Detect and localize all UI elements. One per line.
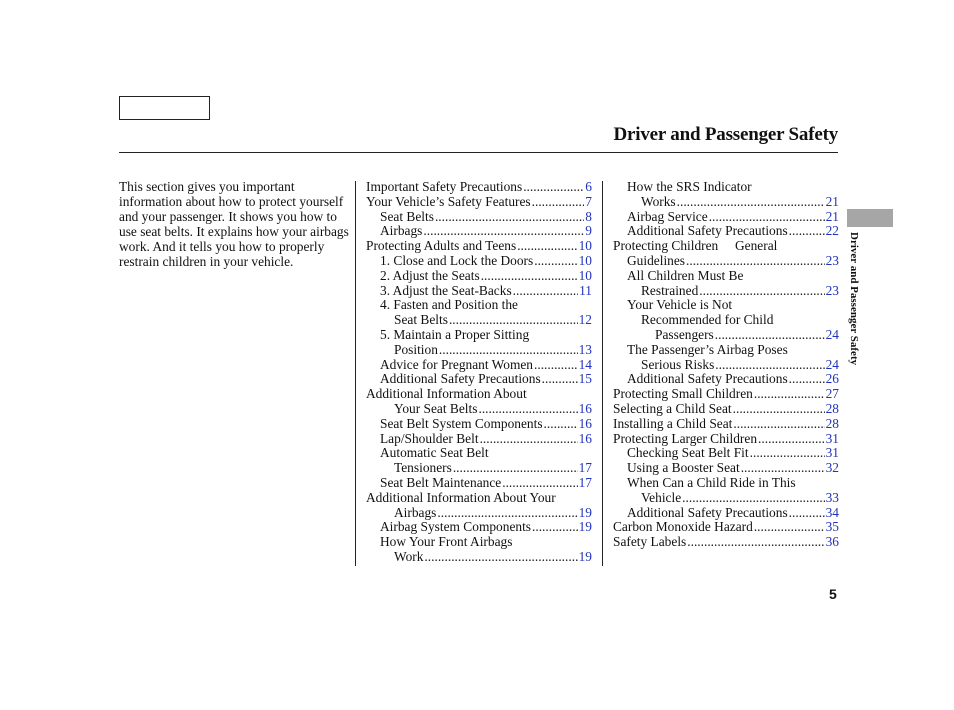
toc-entry[interactable] (613, 402, 839, 417)
toc-page-link[interactable]: 8 (585, 208, 592, 224)
toc-entry (366, 298, 592, 313)
toc-page-link[interactable]: 15 (578, 371, 592, 387)
toc-leader-dots (435, 210, 584, 225)
toc-entry-title: Work (394, 548, 424, 564)
toc-page-link[interactable]: 24 (825, 326, 839, 342)
toc-entry-title: Using a Booster Seat (627, 460, 740, 476)
toc-page-link[interactable]: 14 (578, 356, 592, 372)
toc-entry-title: Guidelines (627, 252, 686, 268)
toc-leader-dots (677, 195, 825, 210)
toc-page-link[interactable]: 23 (825, 252, 839, 268)
toc-entry (613, 239, 839, 254)
toc-entry-title: Safety Labels (613, 534, 687, 550)
toc-entry[interactable] (366, 254, 592, 269)
toc-page-link[interactable]: 19 (578, 548, 592, 564)
toc-leader-dots (481, 269, 578, 284)
toc-entry[interactable] (613, 461, 839, 476)
toc-page-link[interactable]: 9 (585, 223, 592, 239)
toc-entry[interactable] (613, 520, 839, 535)
toc-leader-dots (750, 446, 825, 461)
toc-leader-dots (534, 254, 577, 269)
toc-entry-title: 3. Adjust the Seat-Backs (380, 282, 512, 298)
toc-entry-title: Airbags (380, 223, 423, 239)
toc-entry[interactable] (613, 372, 839, 387)
toc-column-1 (366, 180, 592, 565)
toc-entry-title: Seat Belt System Components (380, 415, 543, 431)
toc-entry-title: Tensioners (394, 460, 452, 476)
page-number: 5 (829, 586, 837, 602)
toc-entry[interactable] (366, 358, 592, 373)
toc-entry (613, 298, 839, 313)
toc-leader-dots (523, 180, 584, 195)
toc-entry-title: Additional Safety Precautions (627, 371, 788, 387)
toc-entry-title: Your Vehicle is Not (627, 297, 733, 313)
toc-entry-title: Additional Information About (366, 386, 527, 402)
toc-entry[interactable] (366, 210, 592, 225)
toc-entry (613, 180, 839, 195)
toc-page-link[interactable]: 17 (578, 474, 592, 490)
toc-entry-title: Airbag Service (627, 208, 708, 224)
toc-page-link[interactable]: 7 (585, 193, 592, 209)
toc-entry (366, 446, 592, 461)
toc-entry[interactable] (613, 491, 839, 506)
toc-entry[interactable] (366, 372, 592, 387)
toc-entry-title: When Can a Child Ride in This (627, 474, 796, 490)
toc-leader-dots (733, 402, 825, 417)
toc-entry-title: Seat Belt Maintenance (380, 474, 502, 490)
toc-leader-dots (513, 284, 578, 299)
toc-page-link[interactable]: 23 (825, 282, 839, 298)
toc-entry-title: The Passenger’s Airbag Poses (627, 341, 788, 357)
toc-entry-title: Passengers (655, 326, 714, 342)
toc-page-link[interactable]: 34 (825, 504, 839, 520)
toc-leader-dots (502, 476, 577, 491)
toc-entry[interactable] (366, 417, 592, 432)
toc-leader-dots (754, 520, 825, 535)
toc-leader-dots (789, 372, 825, 387)
toc-page-link[interactable]: 28 (825, 400, 839, 416)
toc-entry-title: Additional Safety Precautions (380, 371, 541, 387)
toc-entry[interactable] (613, 417, 839, 432)
toc-entry[interactable] (366, 180, 592, 195)
toc-entry[interactable] (613, 387, 839, 402)
toc-entry (366, 535, 592, 550)
toc-leader-dots (733, 417, 824, 432)
section-side-label: Driver and Passenger Safety (848, 232, 860, 366)
toc-page-link[interactable]: 26 (825, 371, 839, 387)
section-side-tab (847, 209, 893, 227)
toc-entry[interactable] (366, 195, 592, 210)
toc-leader-dots (741, 461, 825, 476)
toc-entry-title: Automatic Seat Belt (380, 445, 489, 461)
toc-leader-dots (709, 210, 825, 225)
toc-entry[interactable] (366, 461, 592, 476)
toc-entry[interactable] (613, 224, 839, 239)
toc-entry-title: Protecting Children General (613, 238, 778, 254)
toc-entry-title: Lap/Shoulder Belt (380, 430, 479, 446)
toc-page-link[interactable]: 16 (578, 415, 592, 431)
toc-page-link[interactable]: 36 (825, 534, 839, 550)
toc-entry-title: Seat Belts (380, 208, 434, 224)
toc-entry (613, 343, 839, 358)
toc-leader-dots (424, 550, 577, 565)
toc-entry-title: Works (641, 193, 676, 209)
toc-entry-title: Important Safety Precautions (366, 179, 523, 194)
toc-entry[interactable] (613, 254, 839, 269)
toc-leader-dots (437, 506, 577, 521)
toc-leader-dots (453, 461, 578, 476)
toc-entry-title: 5. Maintain a Proper Sitting (380, 326, 530, 342)
toc-entry-title: Serious Risks (641, 356, 715, 372)
toc-entry[interactable] (613, 328, 839, 343)
toc-leader-dots (534, 358, 578, 373)
page-title: Driver and Passenger Safety (613, 124, 838, 145)
toc-page-link[interactable]: 10 (578, 238, 592, 254)
toc-page-link[interactable]: 19 (578, 504, 592, 520)
toc-page-link[interactable]: 19 (578, 519, 592, 535)
toc-entry (613, 476, 839, 491)
header-rule (119, 152, 838, 153)
toc-page-link[interactable]: 21 (825, 208, 839, 224)
toc-entry-title: 1. Close and Lock the Doors (380, 252, 534, 268)
toc-entry-title: Seat Belts (394, 312, 448, 328)
toc-leader-dots (544, 417, 578, 432)
toc-page-link[interactable]: 13 (578, 341, 592, 357)
toc-page-link[interactable]: 11 (579, 282, 592, 298)
toc-page-link[interactable]: 28 (825, 415, 839, 431)
toc-entry-title: Recommended for Child (641, 312, 774, 328)
toc-entry-title: How the SRS Indicator (627, 179, 752, 194)
toc-page-link[interactable]: 17 (578, 460, 592, 476)
toc-entry[interactable] (366, 476, 592, 491)
toc-entry[interactable] (366, 550, 592, 565)
toc-entry-title: Airbag System Components (380, 519, 532, 535)
toc-leader-dots (682, 491, 824, 506)
toc-entry[interactable] (613, 446, 839, 461)
toc-page-link[interactable]: 10 (578, 252, 592, 268)
toc-entry-title: Vehicle (641, 489, 682, 505)
toc-page-link[interactable]: 33 (825, 489, 839, 505)
toc-page-link[interactable]: 22 (825, 223, 839, 239)
toc-entry-title: Selecting a Child Seat (613, 400, 732, 416)
toc-leader-dots (789, 224, 825, 239)
intro-paragraph: This section gives you important information about how to protect yourself and your passenger. It shows you how to use seat belts. It explains how your airbags work. And it tells you how to properly restrain children in your vehicle. (119, 179, 349, 269)
toc-leader-dots (423, 224, 584, 239)
toc-entry-title: Restrained (641, 282, 699, 298)
toc-entry[interactable] (366, 239, 592, 254)
toc-leader-dots (699, 284, 824, 299)
toc-entry[interactable] (613, 358, 839, 373)
toc-leader-dots (439, 343, 578, 358)
toc-entry-title: Your Seat Belts (394, 400, 478, 416)
toc-entry-title: Advice for Pregnant Women (380, 356, 533, 372)
toc-leader-dots (532, 520, 578, 535)
toc-leader-dots (478, 402, 577, 417)
toc-entry[interactable] (613, 535, 839, 550)
toc-page-link[interactable]: 6 (585, 179, 592, 194)
toc-entry-title: Additional Safety Precautions (627, 223, 788, 239)
toc-entry[interactable] (366, 313, 592, 328)
toc-entry[interactable] (366, 284, 592, 299)
toc-entry[interactable] (366, 343, 592, 358)
toc-page-link[interactable]: 35 (825, 519, 839, 535)
toc-entry-title: All Children Must Be (627, 267, 744, 283)
column-divider-left (355, 181, 356, 566)
toc-leader-dots (532, 195, 585, 210)
toc-page-link[interactable]: 24 (825, 356, 839, 372)
toc-entry-title: Checking Seat Belt Fit (627, 445, 749, 461)
toc-leader-dots (542, 372, 578, 387)
toc-entry-title: Your Vehicle’s Safety Features (366, 193, 531, 209)
toc-page-link[interactable]: 32 (825, 460, 839, 476)
toc-entry-title: Additional Information About Your (366, 489, 556, 505)
toc-page-link[interactable]: 12 (578, 312, 592, 328)
column-divider-right (602, 181, 603, 566)
toc-entry[interactable] (366, 224, 592, 239)
toc-entry-title: Carbon Monoxide Hazard (613, 519, 753, 535)
toc-leader-dots (715, 358, 824, 373)
toc-entry (613, 313, 839, 328)
toc-entry[interactable] (613, 284, 839, 299)
toc-entry-title: Airbags (394, 504, 437, 520)
toc-leader-dots (715, 328, 825, 343)
toc-entry-title: Protecting Larger Children (613, 430, 758, 446)
toc-entry[interactable] (613, 506, 839, 521)
toc-entry[interactable] (366, 269, 592, 284)
toc-leader-dots (686, 254, 825, 269)
toc-page-link[interactable]: 31 (825, 430, 839, 446)
toc-page-link[interactable]: 21 (825, 193, 839, 209)
toc-page-link[interactable]: 27 (825, 386, 839, 402)
toc-entry (366, 491, 592, 506)
toc-leader-dots (754, 387, 825, 402)
toc-leader-dots (789, 506, 825, 521)
toc-leader-dots (687, 535, 824, 550)
toc-entry-title: Additional Safety Precautions (627, 504, 788, 520)
toc-leader-dots (449, 313, 578, 328)
toc-entry-title: How Your Front Airbags (380, 534, 513, 550)
toc-column-2 (613, 180, 839, 550)
toc-entry[interactable] (366, 402, 592, 417)
toc-page-link[interactable]: 10 (578, 267, 592, 283)
toc-entry (366, 387, 592, 402)
toc-entry-title: Installing a Child Seat (613, 415, 733, 431)
toc-leader-dots (517, 239, 577, 254)
toc-entry[interactable] (613, 210, 839, 225)
toc-entry-title: 2. Adjust the Seats (380, 267, 480, 283)
toc-leader-dots (758, 432, 825, 447)
toc-entry-title: Protecting Small Children (613, 386, 753, 402)
toc-entry[interactable] (613, 195, 839, 210)
toc-page-link[interactable]: 16 (578, 430, 592, 446)
toc-entry (366, 328, 592, 343)
toc-entry-title: Position (394, 341, 438, 357)
toc-entry-title: 4. Fasten and Position the (380, 297, 518, 313)
toc-entry-title: Protecting Adults and Teens (366, 238, 517, 254)
toc-entry (613, 269, 839, 284)
toc-entry[interactable] (366, 520, 592, 535)
toc-entry[interactable] (366, 432, 592, 447)
toc-page-link[interactable]: 16 (578, 400, 592, 416)
toc-entry[interactable] (366, 506, 592, 521)
toc-page-link[interactable]: 31 (825, 445, 839, 461)
toc-entry[interactable] (613, 432, 839, 447)
header-tab-box (119, 96, 210, 120)
toc-leader-dots (480, 432, 578, 447)
